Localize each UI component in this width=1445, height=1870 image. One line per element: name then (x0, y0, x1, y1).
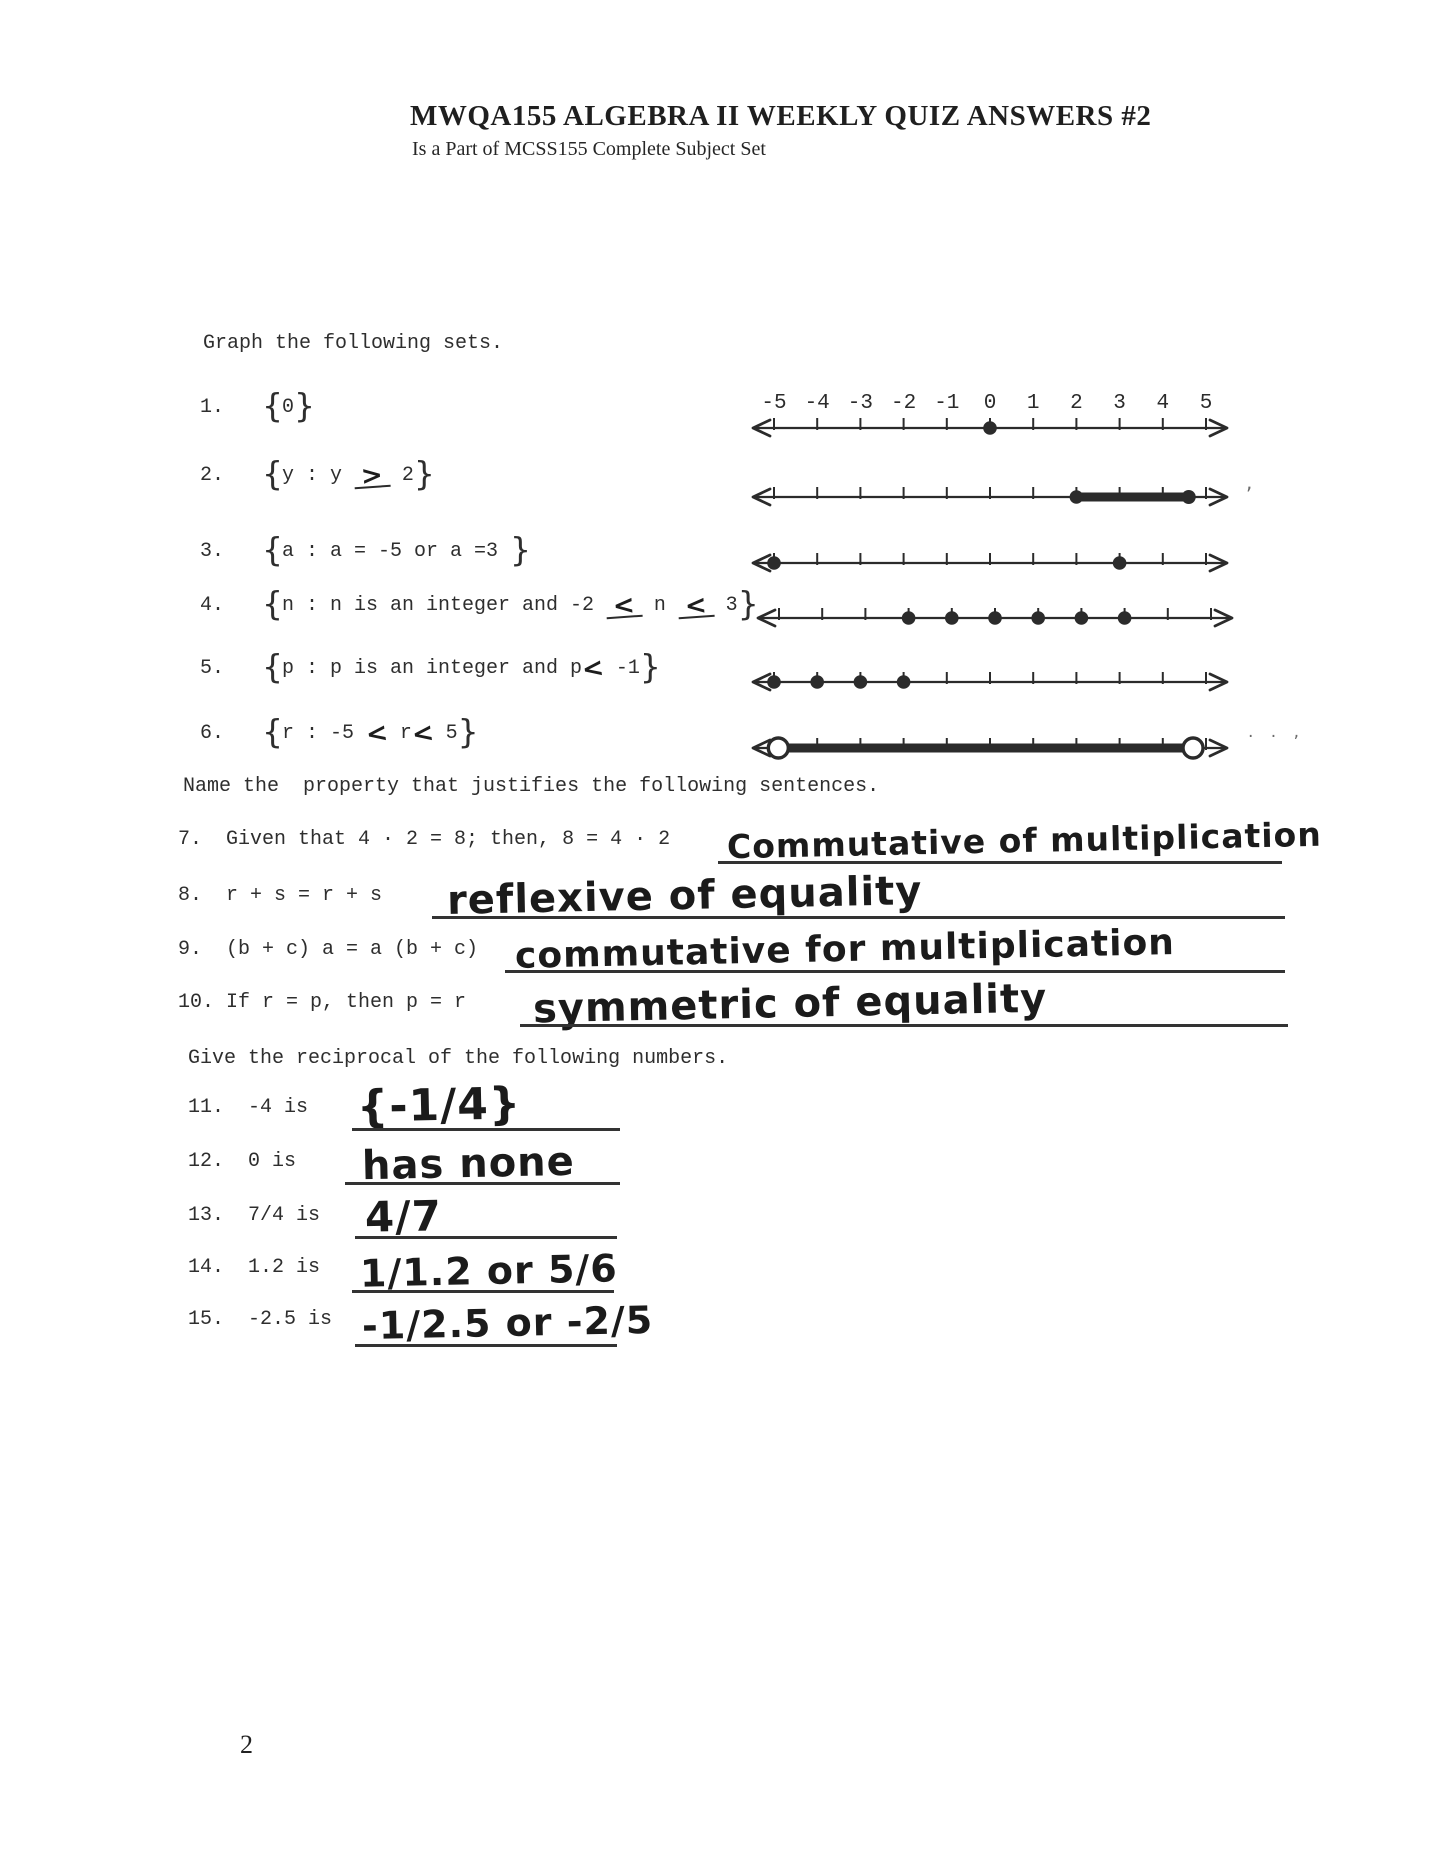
scan-speck: . . , (1248, 722, 1306, 742)
open-circle (1183, 738, 1203, 758)
handwritten-inequality-symbol: < (364, 717, 390, 751)
reciprocal-section-instruction: Give the reciprocal of the following numbers. (188, 1047, 729, 1070)
set-brace: } (639, 647, 660, 686)
scan-speck: , (1246, 470, 1253, 494)
property-item-7-prompt: 7. Given that 4 · 2 = 8; then, 8 = 4 · 2 (178, 828, 671, 851)
answer-13-handwriting: 4/7 (364, 1191, 443, 1242)
closed-dot (1118, 611, 1132, 625)
set-expression (262, 584, 758, 623)
axis-label: 2 (1070, 392, 1083, 415)
reciprocal-item-14-prompt: 14. 1.2 is (188, 1256, 321, 1279)
graph-section-instruction: Graph the following sets. (203, 332, 504, 355)
set-brace: } (457, 712, 478, 751)
reciprocal-item-12-prompt: 12. 0 is (188, 1150, 297, 1173)
typed-text: y : y (282, 464, 355, 487)
set-brace: { (262, 386, 282, 425)
answer-14-blank-line (352, 1290, 614, 1293)
item-number: 3. (200, 540, 225, 563)
axis-label: -2 (890, 392, 917, 415)
handwritten-inequality-symbol: < (677, 596, 714, 619)
property-item-10-prompt: 10. If r = p, then p = r (178, 991, 467, 1014)
reciprocal-item-11-prompt: 11. -4 is (188, 1096, 309, 1119)
page-subtitle: Is a Part of MCSS155 Complete Subject Set (412, 138, 766, 160)
set-brace: { (262, 454, 282, 493)
number-line-svg (740, 724, 1240, 772)
item-number: 4. (200, 594, 225, 617)
set-expression (262, 712, 478, 751)
open-circle (768, 738, 788, 758)
set-expression (262, 530, 531, 569)
page-title: MWQA155 ALGEBRA II WEEKLY QUIZ ANSWERS #2 (410, 100, 1152, 132)
handwritten-inequality-symbol: > (353, 466, 390, 489)
graph-item-5 (200, 647, 660, 686)
page-number: 2 (240, 1730, 253, 1759)
number-line-answer-1 (740, 374, 1240, 457)
typed-text: n : n is an integer and -2 (282, 594, 607, 617)
closed-dot (767, 556, 781, 570)
set-brace: } (510, 530, 531, 569)
answer-14-handwriting: 1/1.2 or 5/6 (359, 1246, 619, 1296)
axis-label: 3 (1113, 392, 1126, 415)
answer-12-blank-line (345, 1182, 620, 1185)
set-expression (262, 454, 434, 493)
number-line-answer-5 (740, 658, 1240, 711)
set-expression (262, 386, 315, 425)
graph-item-1 (200, 386, 315, 425)
set-brace: { (262, 647, 282, 686)
axis-label: -5 (761, 392, 787, 415)
answer-15-blank-line (355, 1344, 617, 1347)
axis-label: 0 (983, 392, 997, 415)
answer-11-blank-line (352, 1128, 620, 1131)
item-number: 2. (200, 464, 225, 487)
closed-dot (1070, 490, 1084, 504)
number-line-answer-4 (745, 594, 1245, 647)
number-line-svg (740, 374, 1240, 452)
graph-item-2 (200, 454, 434, 493)
typed-text: p : p is an integer and p (282, 657, 583, 680)
property-section-instruction: Name the property that justifies the following sentences. (183, 775, 880, 798)
answer-9-blank-line (505, 970, 1285, 973)
answer-15-handwriting: -1/2.5 or -2/5 (361, 1297, 654, 1349)
property-item-8-prompt: 8. r + s = r + s (178, 884, 383, 907)
answer-12-handwriting: has none (361, 1138, 576, 1190)
set-expression (262, 647, 660, 686)
axis-label: -4 (804, 392, 830, 415)
graph-item-3 (200, 530, 531, 569)
number-line-answer-6 (740, 724, 1240, 777)
answer-9-handwriting: commutative for multiplication (514, 922, 1176, 977)
graph-item-6 (200, 712, 478, 751)
axis-label: 4 (1156, 392, 1170, 415)
number-line-svg (745, 594, 1245, 642)
answer-10-handwriting: symmetric of equality (532, 975, 1048, 1033)
number-line-svg (740, 658, 1240, 706)
closed-dot (902, 611, 916, 625)
typed-text: 3 (713, 594, 738, 617)
typed-text: 0 (282, 396, 295, 419)
answer-10-blank-line (520, 1024, 1288, 1027)
typed-text: 5 (433, 722, 458, 745)
handwritten-inequality-symbol: < (605, 596, 642, 619)
handwritten-inequality-symbol: < (409, 717, 436, 751)
item-number: 6. (200, 722, 225, 745)
closed-dot (1075, 611, 1089, 625)
set-brace: { (262, 530, 282, 569)
set-brace: } (413, 454, 434, 493)
graph-item-4 (200, 584, 758, 623)
answer-8-blank-line (432, 916, 1285, 919)
axis-label: -1 (934, 392, 960, 415)
number-line-svg (740, 539, 1240, 587)
axis-label: 5 (1199, 392, 1213, 415)
number-line-answer-3 (740, 539, 1240, 592)
ray-end-blob (1182, 490, 1196, 504)
closed-dot (897, 675, 911, 689)
set-brace: { (262, 584, 282, 623)
closed-dot (988, 611, 1002, 625)
axis-label: -3 (847, 392, 874, 415)
answer-7-blank-line (718, 861, 1282, 864)
set-brace: } (294, 386, 315, 425)
closed-dot (810, 675, 824, 689)
closed-dot (945, 611, 959, 625)
reciprocal-item-13-prompt: 13. 7/4 is (188, 1204, 321, 1227)
typed-text: r (387, 722, 412, 745)
reciprocal-item-15-prompt: 15. -2.5 is (188, 1308, 333, 1331)
answer-11-handwriting: {-1/4} (356, 1078, 522, 1133)
item-number: 5. (200, 657, 225, 680)
set-brace: } (737, 584, 758, 623)
answer-7-handwriting: Commutative of multiplication (726, 814, 1323, 867)
answer-8-handwriting: reflexive of equality (446, 868, 923, 924)
number-line-svg (740, 473, 1240, 521)
answer-13-blank-line (355, 1236, 617, 1239)
typed-text: n (641, 594, 678, 617)
set-brace: { (262, 712, 282, 751)
typed-text: r : -5 (282, 722, 367, 745)
axis-label: 1 (1026, 392, 1040, 415)
typed-text: a : a = -5 or a =3 (282, 540, 511, 563)
handwritten-inequality-symbol: < (580, 652, 606, 686)
closed-dot (854, 675, 868, 689)
number-line-answer-2 (740, 473, 1240, 526)
closed-dot (1031, 611, 1045, 625)
typed-text: 2 (389, 464, 414, 487)
item-number: 1. (200, 396, 225, 419)
closed-dot (767, 675, 781, 689)
typed-text: -1 (603, 657, 640, 680)
property-item-9-prompt: 9. (b + c) a = a (b + c) (178, 938, 479, 961)
closed-dot (1113, 556, 1127, 570)
closed-dot (983, 421, 997, 435)
